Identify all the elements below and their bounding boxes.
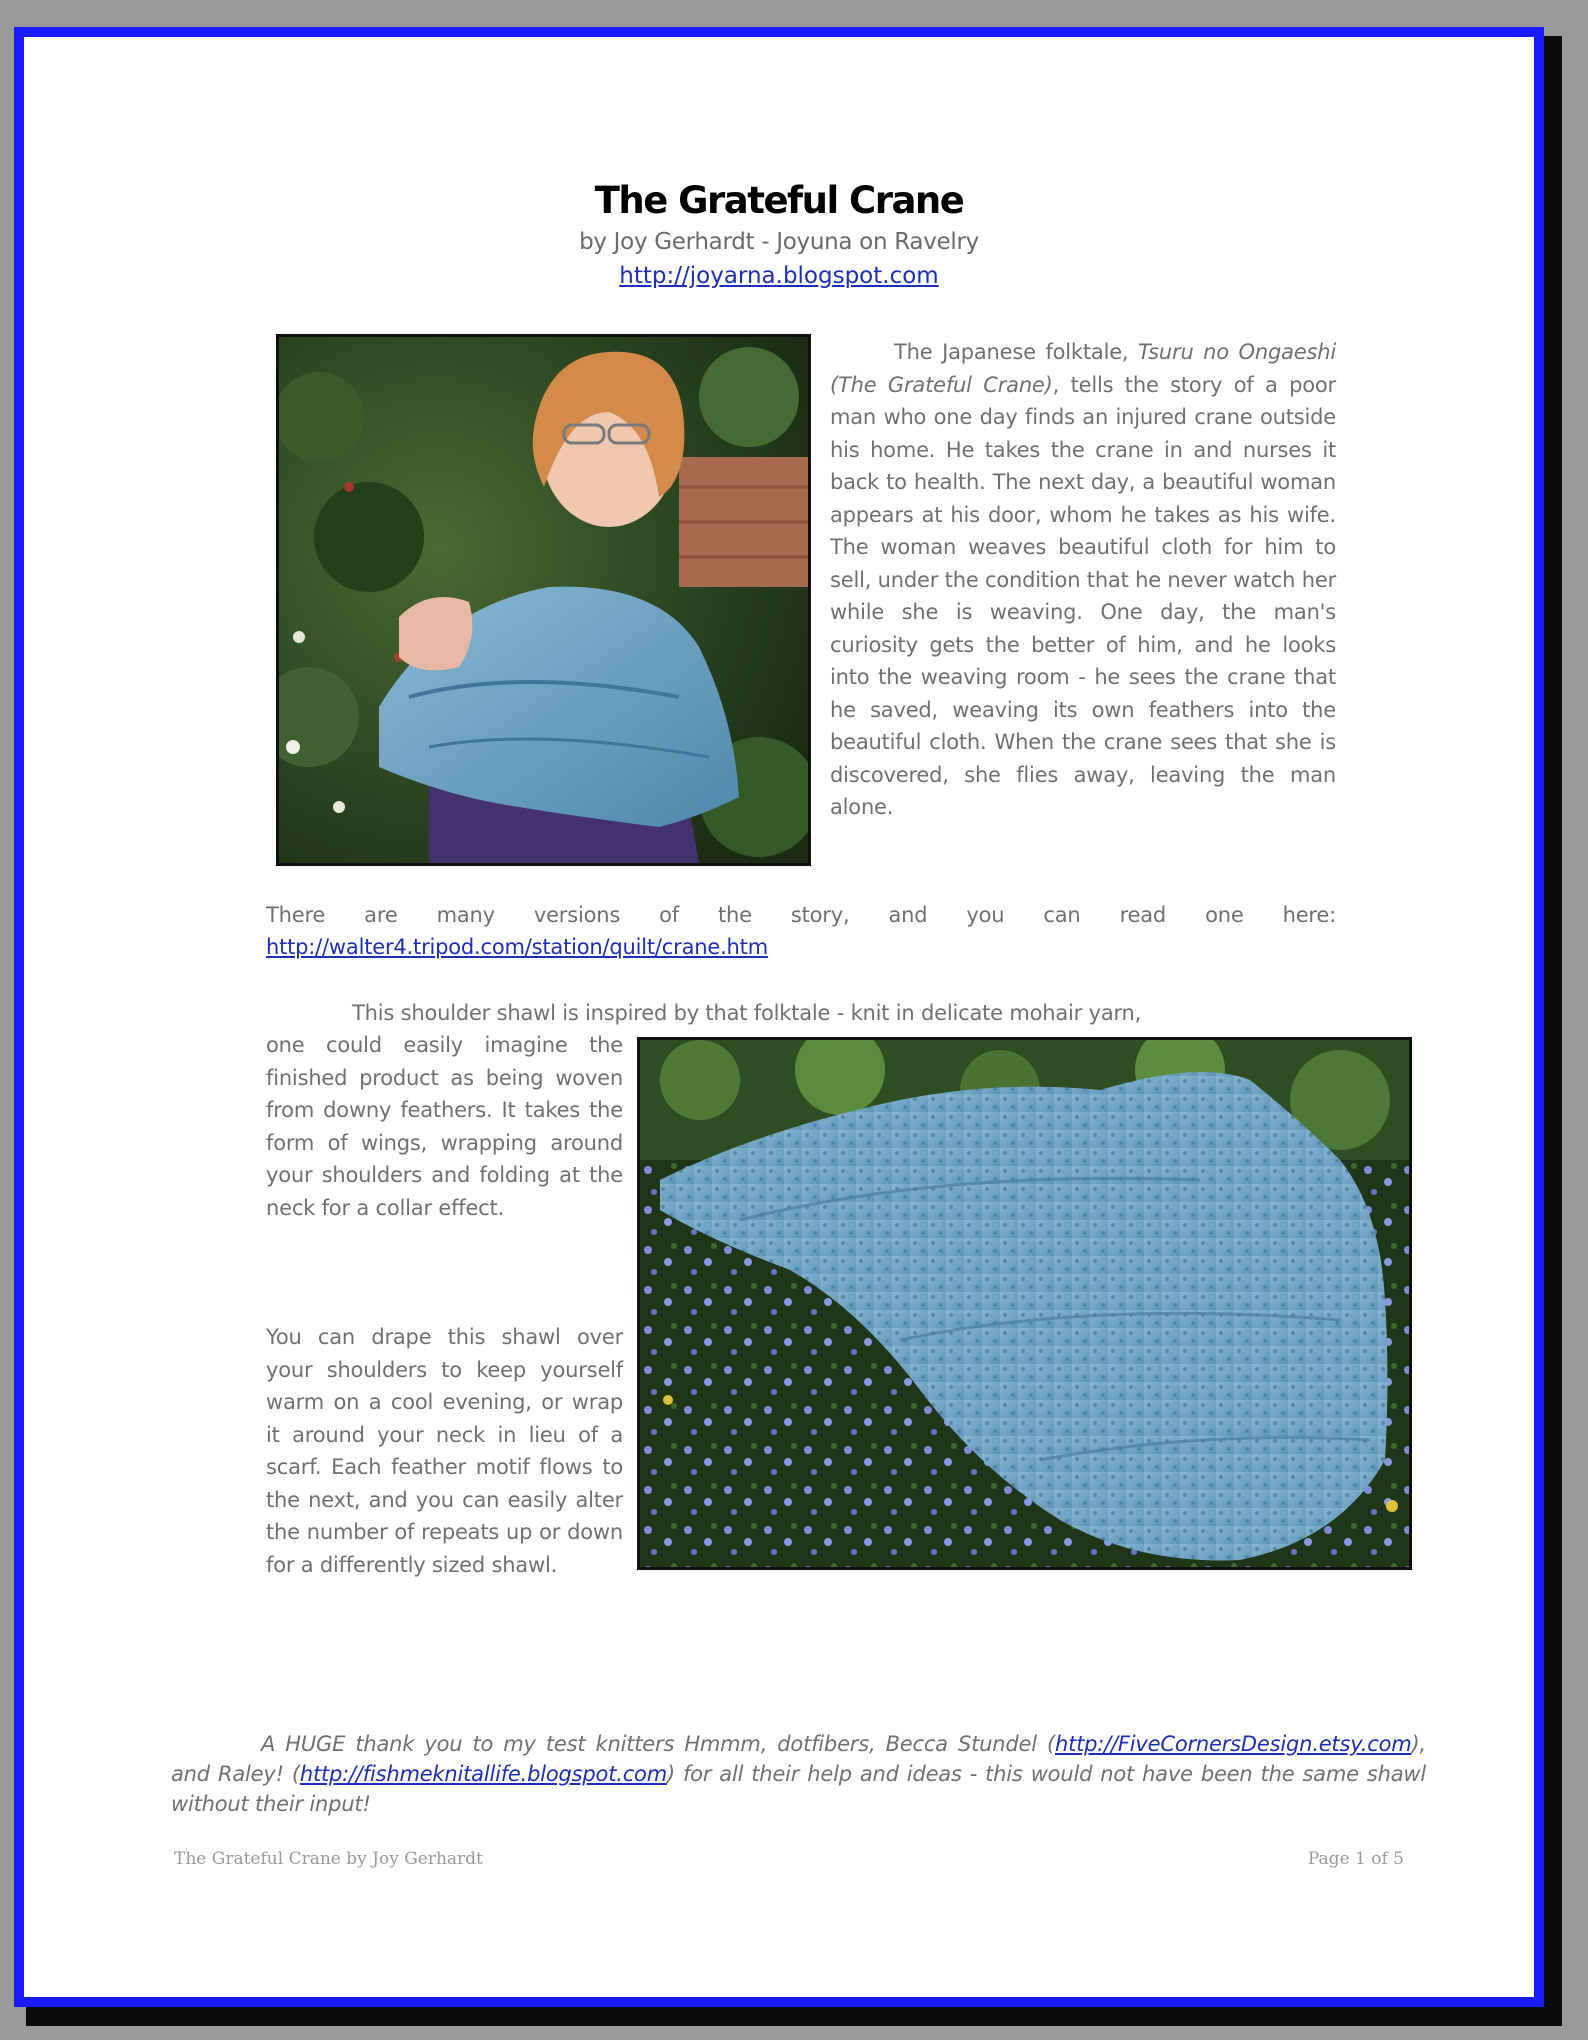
thanks-end: ) for all their help and ideas - this would not have been the same shawl without their input! [171,1762,1426,1816]
shawl-intro-line [266,997,1336,1030]
photo-woman-wearing-shawl-image [279,337,808,863]
footer-page-number: Page 1 of 5 [1307,1849,1404,1869]
document-title: The Grateful Crane [594,179,964,222]
photo-shawl-on-flowers-image [640,1040,1409,1567]
shawl-paragraph-2-text: You can drape this shawl over your shoulders to keep yourself warm on a cool evening, or wrap it around your neck in lieu of a scarf. Each feather motif flows to the next, and you can easily alter the number of repeats up or down for a differently sized shawl. [266,1325,623,1577]
footer-left: The Grateful Crane by Joy Gerhardt [174,1849,483,1869]
thanks-link-fivecorners[interactable]: http://FiveCornersDesign.etsy.com [1054,1732,1412,1756]
shawl-intro-text: This shoulder shawl is inspired by that folktale - knit in delicate mohair yarn, [352,1001,1142,1025]
author-url-link[interactable]: http://joyarna.blogspot.com [619,263,939,289]
thanks-link-fishme[interactable]: http://fishmeknitallife.blogspot.com [299,1762,667,1786]
intro-folktale-title: Tsuru no Ongaeshi (The Grateful Crane) [830,340,1336,397]
document-byline: by Joy Gerhardt - Joyuna on Ravelry [579,229,979,255]
thanks-mid: ), and Raley! ( [171,1732,1426,1786]
versions-text: There are many versions of the story, and you can read one here: [266,903,1336,927]
shawl-paragraph-1-text: one could easily imagine the finished product as being woven from downy feathers. It takes the form of wings, wrapping around your shoulders and folding at the neck for a collar effect. [266,1033,623,1220]
author-url-container [24,263,1534,289]
versions-paragraph [266,899,1336,932]
versions-link-line [266,931,1336,964]
thanks-start: A HUGE thank you to my test knitters Hmmm, dotfibers, Becca Stundel ( [261,1732,1055,1756]
document-page [14,27,1544,2007]
thanks-paragraph [171,1729,1426,1819]
photo-woman-wearing-shawl [276,334,811,866]
shawl-paragraph-1 [266,1029,623,1224]
intro-paragraph [830,336,1336,824]
versions-link[interactable]: http://walter4.tripod.com/station/quilt/crane.htm [266,935,768,959]
intro-start: The Japanese folktale, [894,340,1139,364]
intro-rest: , tells the story of a poor man who one day finds an injured crane outside his home. He takes the crane in and nurses it back to health. The next day, a beautiful woman appears at his door, whom he takes as his wife. The woman weaves beautiful cloth for him to sell, under the condition that he never watch her while she is weaving. One day, the man's curiosity gets the better of him, and he looks into the weaving room - he sees the crane that he saved, weaving its own feathers into the beautiful cloth. When the crane sees that she is discovered, she flies away, leaving the man alone. [830,372,1336,819]
shawl-paragraph-2 [266,1321,623,1581]
photo-shawl-on-flowers [637,1037,1412,1570]
